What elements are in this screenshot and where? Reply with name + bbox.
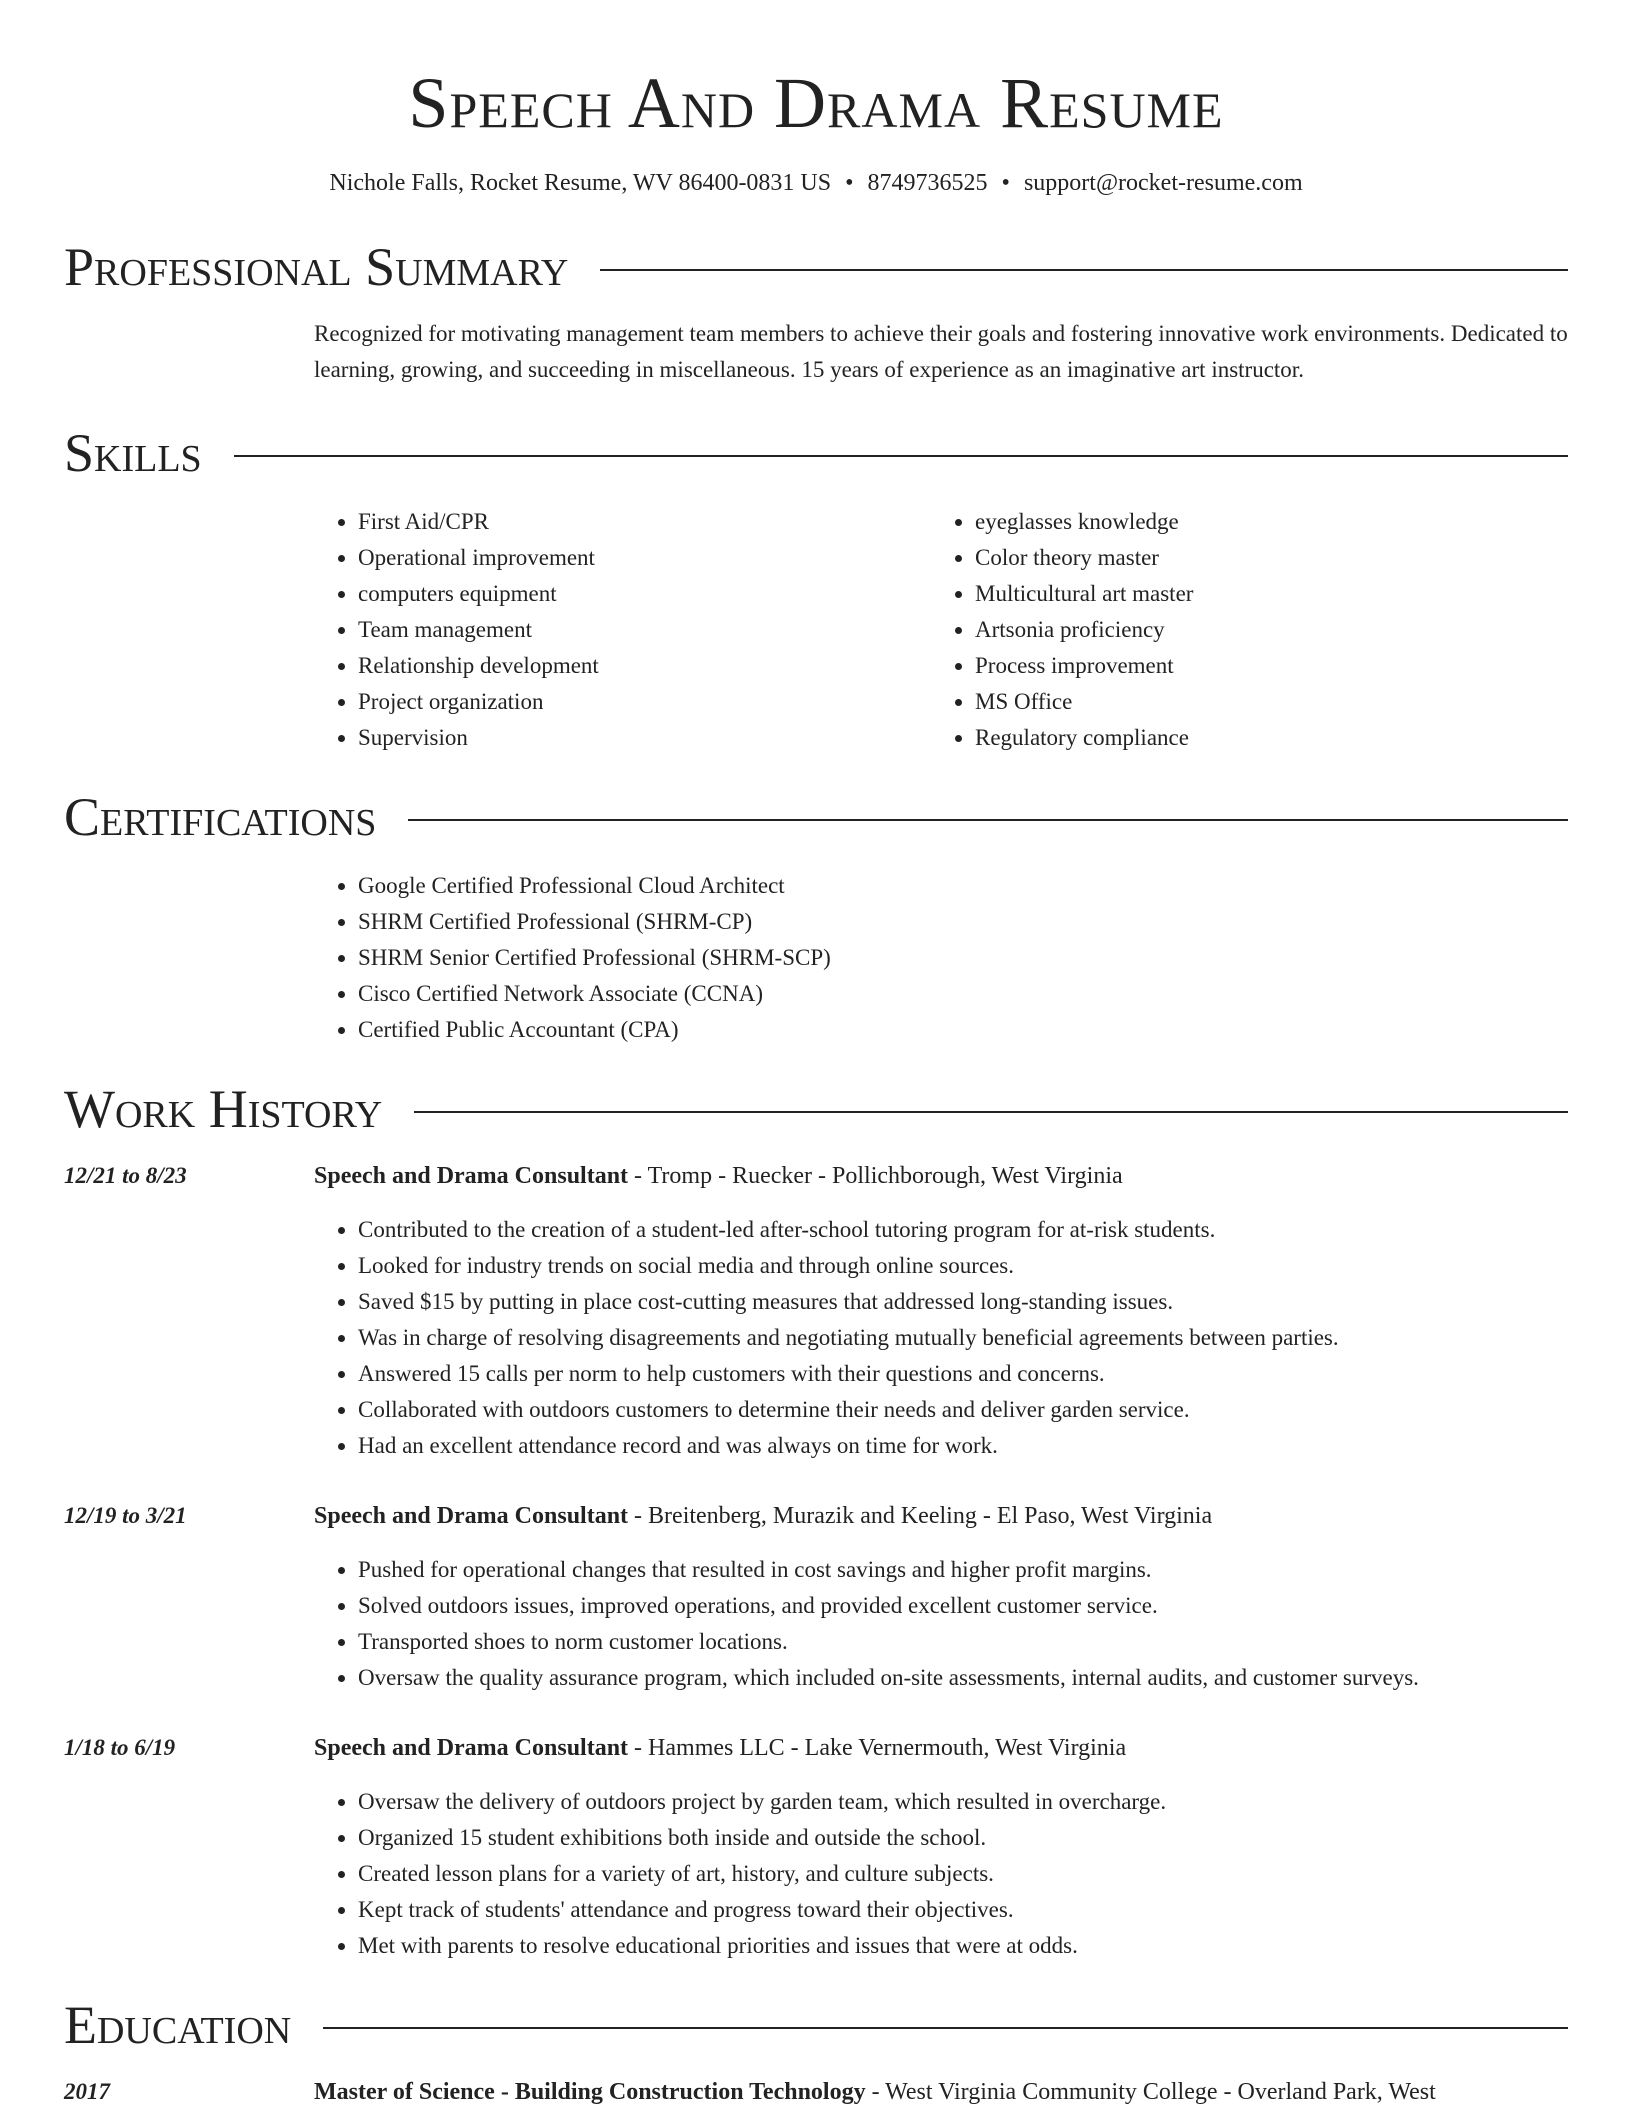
certification-item: • Cisco Certified Network Associate (CCNA) [358,976,1568,1012]
contact-separator: • [845,170,854,196]
education-school: - West Virginia Community College - Overland Park, West [865,2079,1436,2105]
job-bullet: • Had an excellent attendance record and was always on time for work. [358,1428,1568,1464]
skill-item: • MS Office [975,684,1548,720]
education-heading: Education [64,1995,292,2055]
summary-heading-row [64,232,1568,302]
skill-item: • Team management [358,612,931,648]
section-divider [234,455,1568,457]
certification-item: • SHRM Certified Professional (SHRM-CP) [358,904,1568,940]
job-employer: - Tromp - Ruecker - Pollichborough, West Virginia [628,1163,1123,1189]
job-heading [314,1158,1568,1194]
work-history-section [64,1074,1568,1964]
job-bullet: • Oversaw the quality assurance program, which included on-site assessments, internal audits, and customer surveys. [358,1660,1568,1696]
skill-item: • Relationship development [358,648,931,684]
section-divider [323,2027,1568,2029]
job-dates: 12/19 to 3/21 [64,1503,187,1528]
skill-item: • Color theory master [975,540,1548,576]
skill-item: • Supervision [358,720,931,756]
skills-column-right [931,504,1548,756]
work-heading-row [64,1074,1568,1144]
certification-item: • SHRM Senior Certified Professional (SHRM-SCP) [358,940,1568,976]
job-bullet: • Pushed for operational changes that resulted in cost savings and higher profit margins. [358,1552,1568,1588]
education-heading-row [64,1990,1568,2060]
job-title: Speech and Drama Consultant [314,1735,629,1761]
job-bullet: • Kept track of students' attendance and progress toward their objectives. [358,1892,1568,1928]
education-degree: Master of Science - Building Construction Technology [314,2079,866,2105]
skills-heading: Skills [64,423,202,483]
job-bullet: • Transported shoes to norm customer locations. [358,1624,1568,1660]
skills-section [64,418,1568,756]
skills-column-left [314,504,931,756]
job-entry [64,1498,1568,1696]
skills-list-left [314,504,931,756]
job-bullet: • Organized 15 student exhibitions both inside and outside the school. [358,1820,1568,1856]
summary-section [64,232,1568,388]
job-bullet: • Oversaw the delivery of outdoors project by garden team, which resulted in overcharge. [358,1784,1568,1820]
certifications-heading-row [64,782,1568,852]
job-title: Speech and Drama Consultant [314,1163,629,1189]
job-heading [314,1498,1568,1534]
certification-item: • Google Certified Professional Cloud Architect [358,868,1568,904]
skill-item: • computers equipment [358,576,931,612]
certifications-section [64,782,1568,1048]
job-bullet: • Contributed to the creation of a student-led after-school tutoring program for at-risk students. [358,1212,1568,1248]
job-bullet: • Met with parents to resolve educational priorities and issues that were at odds. [358,1928,1568,1964]
summary-text: Recognized for motivating management team members to achieve their goals and fostering innovative work environments. Dedicated to learning, growing, and succeeding in miscellaneous. 15 years of experience as an imaginative art instructor. [314,321,1568,382]
skill-item: • Multicultural art master [975,576,1548,612]
job-heading [314,1730,1568,1766]
section-divider [414,1111,1568,1113]
job-title: Speech and Drama Consultant [314,1503,629,1529]
job-bullets [314,1212,1568,1464]
skill-item: • Artsonia proficiency [975,612,1548,648]
section-divider [600,269,1568,271]
certification-item: • Certified Public Accountant (CPA) [358,1012,1568,1048]
certifications-heading: Certifications [64,787,377,847]
skills-heading-row [64,418,1568,488]
skill-item: • Project organization [358,684,931,720]
job-entry [64,1158,1568,1464]
job-employer: - Hammes LLC - Lake Vernermouth, West Virginia [628,1735,1127,1761]
certifications-list [314,868,1568,1048]
section-divider [408,819,1568,821]
job-bullet: • Collaborated with outdoors customers to determine their needs and deliver garden service. [358,1392,1568,1428]
contact-email: support@rocket-resume.com [1023,170,1303,196]
skill-item: • Regulatory compliance [975,720,1548,756]
job-bullet: • Saved $15 by putting in place cost-cutting measures that addressed long-standing issues. [358,1284,1568,1320]
education-year: 2017 [64,2079,110,2104]
resume-title: Speech And Drama Resume [408,63,1224,143]
skill-item: • eyeglasses knowledge [975,504,1548,540]
contact-phone: 8749736525 [867,170,988,196]
job-bullets [314,1552,1568,1696]
job-dates: 12/21 to 8/23 [64,1163,187,1188]
skills-grid [314,504,1568,756]
job-bullets [314,1784,1568,1964]
skill-item: • Process improvement [975,648,1548,684]
job-bullet: • Solved outdoors issues, improved operations, and provided excellent customer service. [358,1588,1568,1624]
job-entry [64,1730,1568,1964]
job-bullet: • Created lesson plans for a variety of art, history, and culture subjects. [358,1856,1568,1892]
job-bullet: • Looked for industry trends on social media and through online sources. [358,1248,1568,1284]
job-employer: - Breitenberg, Murazik and Keeling - El Paso, West Virginia [628,1503,1213,1529]
education-section [64,1990,1568,2110]
work-heading: Work History [64,1079,383,1139]
summary-heading: Professional Summary [64,237,569,297]
skill-item: • Operational improvement [358,540,931,576]
job-bullet: • Was in charge of resolving disagreements and negotiating mutually beneficial agreements between parties. [358,1320,1568,1356]
job-bullet: • Answered 15 calls per norm to help customers with their questions and concerns. [358,1356,1568,1392]
education-entry [64,2074,1568,2110]
contact-separator: • [1001,170,1010,196]
skills-list-right [931,504,1548,756]
skill-item: • First Aid/CPR [358,504,931,540]
contact-address: Nichole Falls, Rocket Resume, WV 86400-0831 US [329,170,832,196]
job-dates: 1/18 to 6/19 [64,1735,176,1760]
contact-line [0,168,1632,198]
